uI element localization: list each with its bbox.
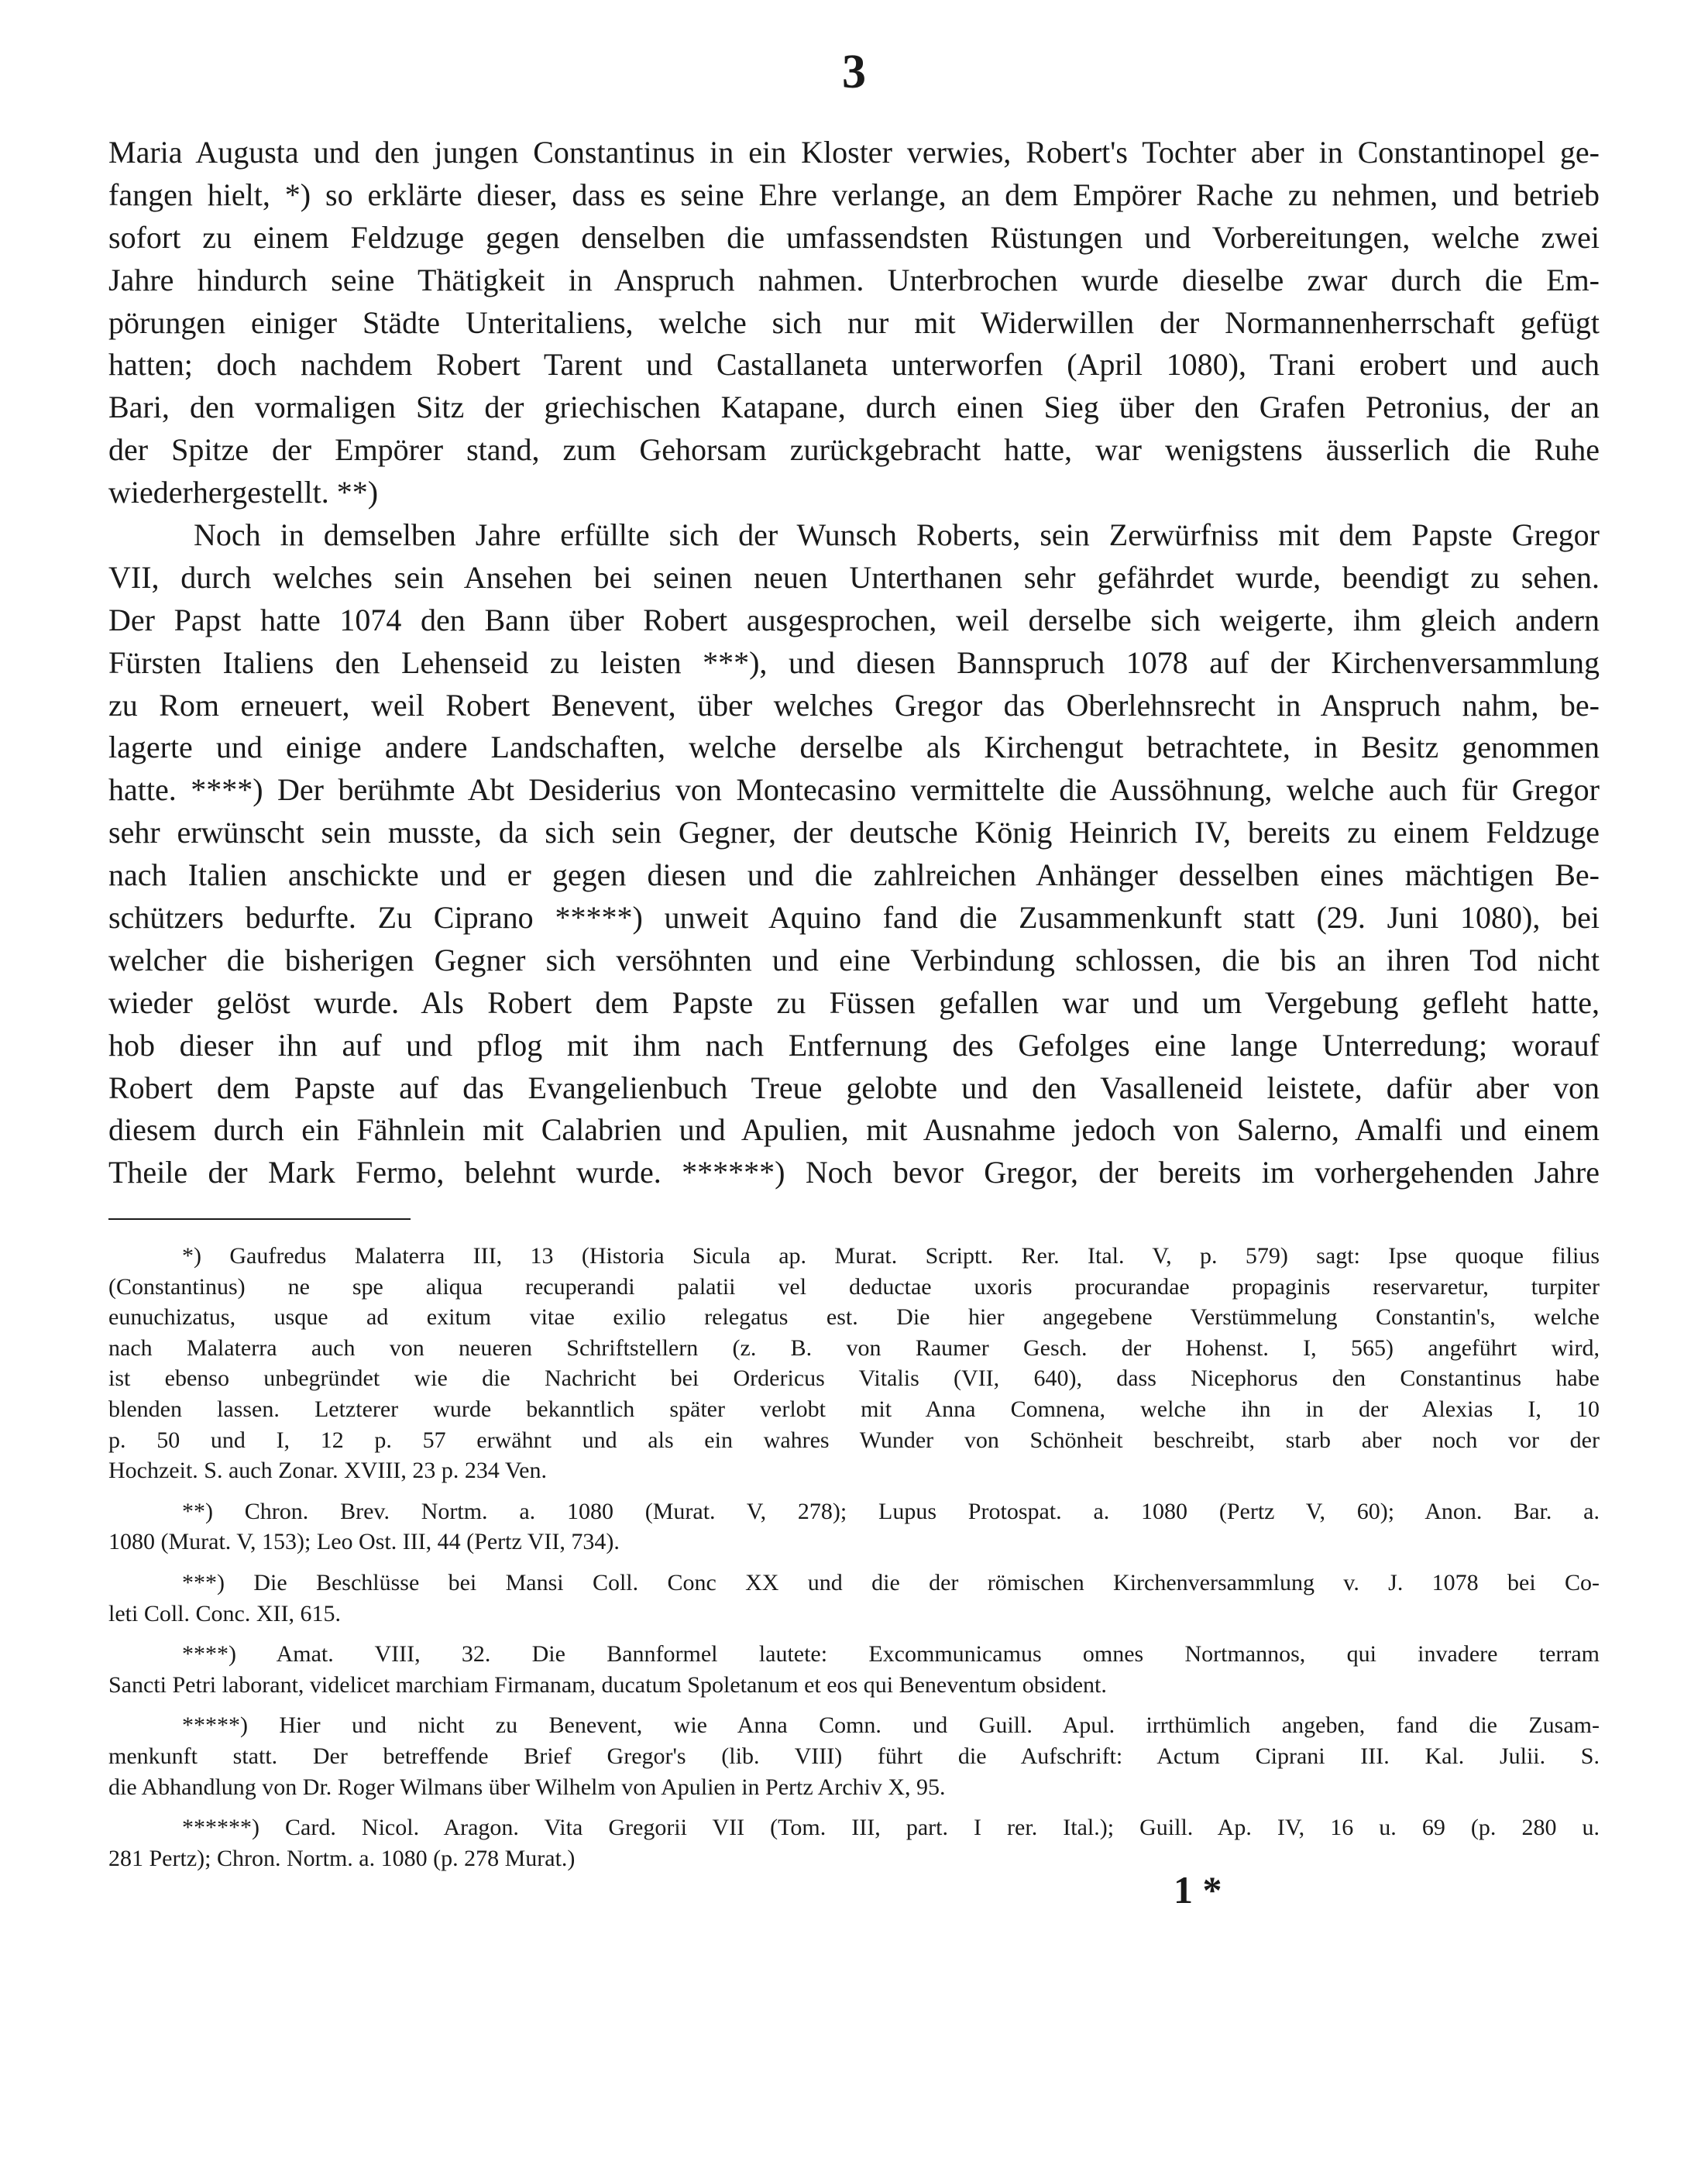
body-line: Robert dem Papste auf das Evangelienbuch Treue gelobte und den Vasalleneid leistete, dafür aber von [108, 1070, 1600, 1105]
body-line: wiederhergestellt. **) [108, 475, 379, 510]
body-line: Fürsten Italiens den Lehenseid zu leisten ***), und diesen Bannspruch 1078 auf der Kirchenversammlung [108, 644, 1600, 680]
body-line: diesem durch ein Fähnlein mit Calabrien und Apulien, mit Ausnahme jedoch von Salerno, Amalfi und einem [108, 1112, 1600, 1148]
footnote-1 [108, 1241, 1600, 1486]
footnote-line: **) Chron. Brev. Nortm. a. 1080 (Murat. V, 278); Lupus Protospat. a. 1080 (Pertz V, 60); Anon. Bar. a. [182, 1498, 1600, 1524]
page-number: 3 [842, 46, 866, 98]
footnote-3 [108, 1568, 1600, 1629]
footnote-line: leti Coll. Conc. XII, 615. [108, 1600, 341, 1626]
body-line: hatte. ****) Der berühmte Abt Desiderius von Montecasino vermittelte die Aussöhnung, welche auch für Gregor [108, 772, 1600, 808]
body-line: schützers bedurfte. Zu Ciprano *****) unweit Aquino fand die Zusammenkunft statt (29. Juni 1080), bei [108, 900, 1600, 936]
body-line: Theile der Mark Fermo, belehnt wurde. ******) Noch bevor Gregor, der bereits im vorhergehenden Jahre [108, 1155, 1600, 1190]
footnote-4 [108, 1639, 1600, 1700]
footnote-line: *****) Hier und nicht zu Benevent, wie Anna Comn. und Guill. Apul. irrthümlich angeben, fand die Zusam- [182, 1712, 1600, 1739]
signature-mark: 1 * [1174, 1868, 1222, 1911]
footnote-line: ******) Card. Nicol. Aragon. Vita Gregorii VII (Tom. III, part. I rer. Ital.); Guill. Ap. IV, 16 u. 69 (p. 280 u. [182, 1815, 1600, 1841]
body-line: Bari, den vormaligen Sitz der griechischen Katapane, durch einen Sieg über den Grafen Petronius, der an [108, 390, 1600, 425]
footnote-line: blenden lassen. Letzterer wurde bekanntlich später verlobt mit Anna Comnena, welche ihn in der Alexias I, 10 [108, 1396, 1600, 1422]
footnote-line: Hochzeit. S. auch Zonar. XVIII, 23 p. 234 Ven. [108, 1458, 547, 1484]
footnote-line: 1080 (Murat. V, 153); Leo Ost. III, 44 (Pertz VII, 734). [108, 1529, 620, 1555]
footnote-line: (Constantinus) ne spe aliqua recuperandi palatii vel deductae uxoris procurandae propaginis reservaretur, turpiter [108, 1273, 1600, 1300]
body-line: hatten; doch nachdem Robert Tarent und Castallaneta unterworfen (April 1080), Trani erobert und auch [108, 347, 1600, 383]
footnotes [108, 1241, 1600, 1874]
body-line: hob dieser ihn auf und pflog mit ihm nach Entfernung des Gefolges eine lange Unterredung; worauf [108, 1027, 1600, 1063]
footnote-line: menkunft statt. Der betreffende Brief Gregor's (lib. VIII) führt die Aufschrift: Actum Ciprani III. Kal. Julii. S. [108, 1743, 1600, 1769]
body-line: zu Rom erneuert, weil Robert Benevent, über welches Gregor das Oberlehnsrecht in Anspruch nahm, be- [108, 687, 1600, 723]
footnote-line: ***) Die Beschlüsse bei Mansi Coll. Conc XX und die der römischen Kirchenversammlung v. J. 1078 bei Co- [182, 1569, 1600, 1595]
footnote-6 [108, 1812, 1600, 1874]
footnote-line: die Abhandlung von Dr. Roger Wilmans über Wilhelm von Apulien in Pertz Archiv X, 95. [108, 1774, 946, 1800]
body-line: wieder gelöst wurde. Als Robert dem Papste zu Füssen gefallen war und um Vergebung gefleht hatte, [108, 984, 1600, 1020]
footnote-line: nach Malaterra auch von neueren Schriftstellern (z. B. von Raumer Gesch. der Hohenst. I, 565) angeführt wird, [108, 1334, 1600, 1361]
footnote-line: Sancti Petri laborant, videlicet marchiam Firmanam, ducatum Spoletanum et eos qui Beneventum obsident. [108, 1671, 1107, 1698]
footnote-line: ist ebenso unbegründet wie die Nachricht bei Ordericus Vitalis (VII, 640), dass Nicephorus den Constantinus habe [108, 1365, 1600, 1392]
body-line: Jahre hindurch seine Thätigkeit in Anspruch nahmen. Unterbrochen wurde dieselbe zwar durch die Em- [108, 262, 1600, 297]
body-line: Noch in demselben Jahre erfüllte sich der Wunsch Roberts, sein Zerwürfniss mit dem Papste Gregor [194, 517, 1600, 553]
footnote-line: ****) Amat. VIII, 32. Die Bannformel lautete: Excommunicamus omnes Nortmannos, qui invadere terram [182, 1641, 1600, 1668]
body-line: sehr erwünscht sein musste, da sich sein Gegner, der deutsche König Heinrich IV, bereits zu einem Feldzuge [108, 815, 1600, 850]
body-line: sofort zu einem Feldzuge gegen denselben die umfassendsten Rüstungen und Vorbereitungen, welche zwei [108, 219, 1600, 255]
footnote-line: p. 50 und I, 12 p. 57 erwähnt und als ein wahres Wunder von Schönheit beschreibt, starb aber noch vor der [108, 1427, 1600, 1453]
body-line: pörungen einiger Städte Unteritaliens, welche sich nur mit Widerwillen der Normannenherrschaft gefügt [108, 304, 1600, 340]
footnote-divider [108, 1218, 411, 1220]
body-line: welcher die bisherigen Gegner sich versöhnten und eine Verbindung schlossen, die bis an ihren Tod nicht [108, 942, 1600, 977]
body-line: VII, durch welches sein Ansehen bei seinen neuen Unterthanen sehr gefährdet wurde, beendigt zu sehen. [108, 559, 1600, 595]
body-line: lagerte und einige andere Landschaften, welche derselbe als Kirchengut betrachtete, in Besitz genommen [108, 730, 1600, 765]
footnote-5 [108, 1710, 1600, 1802]
footnote-2 [108, 1496, 1600, 1558]
body-line: fangen hielt, *) so erklärte dieser, dass es seine Ehre verlange, an dem Empörer Rache zu nehmen, und betrieb [108, 177, 1600, 212]
footnote-line: *) Gaufredus Malaterra III, 13 (Historia Sicula ap. Murat. Scriptt. Rer. Ital. V, p. 579) sagt: Ipse quoque filius [182, 1243, 1600, 1269]
footnote-line: eunuchizatus, usque ad exitum vitae exilio relegatus est. Die hier angegebene Verstümmelung Constantin's, welche [108, 1304, 1600, 1331]
main-body-text [108, 132, 1600, 1194]
body-line: Maria Augusta und den jungen Constantinus in ein Kloster verwies, Robert's Tochter aber in Constantinopel ge- [108, 135, 1600, 170]
body-line: der Spitze der Empörer stand, zum Gehorsam zurückgebracht hatte, war wenigstens äusserlich die Ruhe [108, 432, 1600, 468]
body-line: nach Italien anschickte und er gegen diesen und die zahlreichen Anhänger desselben eines mächtigen Be- [108, 857, 1600, 893]
body-line: Der Papst hatte 1074 den Bann über Robert ausgesprochen, weil derselbe sich weigerte, ihm gleich andern [108, 602, 1600, 637]
footnote-line: 281 Pertz); Chron. Nortm. a. 1080 (p. 278 Murat.) [108, 1845, 576, 1871]
